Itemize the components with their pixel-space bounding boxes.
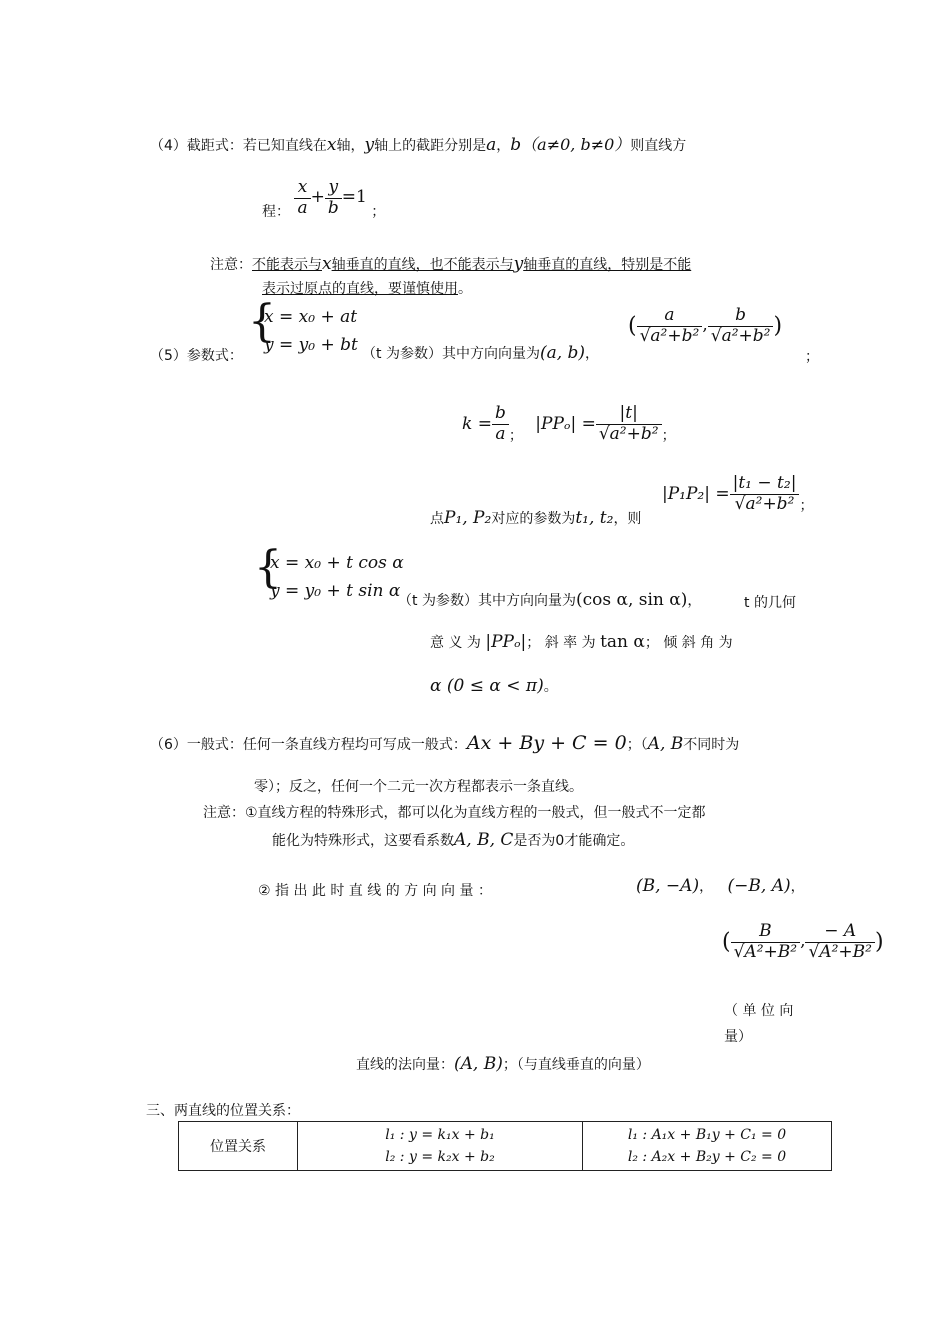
section-6-note-1b: 能化为特殊形式，这要看系数A, B, C是否为0才能确定。 — [272, 830, 635, 850]
section-4-label: （4）截距式： — [150, 138, 243, 154]
param-system-1-eqs: x = x₀ + at y = y₀ + bt — [264, 307, 358, 355]
section-3-title: 三、两直线的位置关系： — [146, 1103, 300, 1119]
section-6-note-1: 注意：①直线方程的特殊形式，都可以化为直线方程的一般式，但一般式不一定都 — [203, 805, 706, 821]
unit-vector-general: ( $\frac{B}{\text{√A²+B²}}$ , $\frac{- A}{\text{√A²+B²}}$ ) — [722, 921, 884, 962]
fraction-y-over-b: $\frac{y}{b}$ — [325, 178, 342, 218]
direction-vectors: (B, −A)， (−B, A)， — [636, 876, 805, 896]
param-line: （t 为参数）其中方向向量为(a, b)， — [362, 343, 600, 363]
table-header-general-form: l₁ : A₁x + B₁y + C₁ = 0 l₂ : A₂x + B₂y + C₂ = 0 — [583, 1122, 832, 1171]
section-6-note-2: ② 指 出 此 时 直 线 的 方 向 向 量 ： — [258, 883, 492, 899]
section-6-line1: （6）一般式：任何一条直线方程均可写成一般式：Ax + By + C = 0；（A, B不同时为 — [150, 732, 740, 754]
left-brace-icon: { — [254, 542, 282, 593]
section-4-note-line1: 注意：不能表示与x轴垂直的直线，也不能表示与y轴垂直的直线，特别是不能 — [210, 254, 692, 274]
fraction-x-over-a: $\frac{x}{a}$ — [294, 178, 310, 218]
unit-direction-vector: ( $\frac{a}{\text{√a²+b²}}$ , $\frac{b}{\text{√a²+b²}}$ ) — [628, 305, 783, 346]
section-4-note-line2: 表示过原点的直线，要谨慎使用。 — [262, 281, 472, 297]
table-header-relation: 位置关系 — [179, 1122, 298, 1171]
left-brace-icon: { — [248, 296, 276, 347]
normal-vector-line: 直线的法向量：(A, B)；（与直线垂直的向量） — [356, 1054, 650, 1074]
table-header-slope-form: l₁ : y = k₁x + b₁ l₂ : y = k₂x + b₂ — [298, 1122, 583, 1171]
section-4-line1: （4）截距式：若已知直线在x轴，y轴上的截距分别是a，b（a≠0, b≠0）则直线方 — [150, 135, 687, 155]
slope-and-distance: k = $\frac{b}{a}$ ； |PPₒ| = $\frac{|t|}{\text{√a²+b²}}$ ； — [462, 403, 676, 445]
section-6-line2: 零）；反之，任何一个二元一次方程都表示一条直线。 — [254, 779, 583, 795]
param-system-2-eqs: x = x₀ + t cos α y = y₀ + t sin α — [270, 553, 404, 601]
section-5-label: （5）参数式： — [150, 348, 243, 364]
intercept-equation: 程： $\frac{x}{a}$ + $\frac{y}{b}$ =1 ； — [262, 177, 386, 221]
points-params-line: 点P₁, P₂对应的参数为t₁, t₂，则 — [430, 508, 642, 528]
inclination-range: α (0 ≤ α < π)。 — [430, 676, 558, 696]
param-line-2: （t 为参数）其中方向向量为(cos α, sin α)， — [398, 590, 702, 610]
table-row — [179, 1122, 832, 1171]
line-relation-table — [178, 1121, 832, 1171]
unit-vector-label-1: （ 单 位 向 — [724, 1003, 794, 1019]
geometric-meaning-line: 意 义 为 |PPₒ|； 斜 率 为 tan α； 倾 斜 角 为 — [430, 632, 733, 652]
unit-vector-label-2: 量） — [724, 1029, 752, 1045]
section-6-label: （6）一般式： — [150, 737, 243, 753]
p1p2-distance: |P₁P₂| = $\frac{\text{|t₁ − t₂|}}{\text{√a²+b²}}$ ； — [662, 473, 814, 515]
